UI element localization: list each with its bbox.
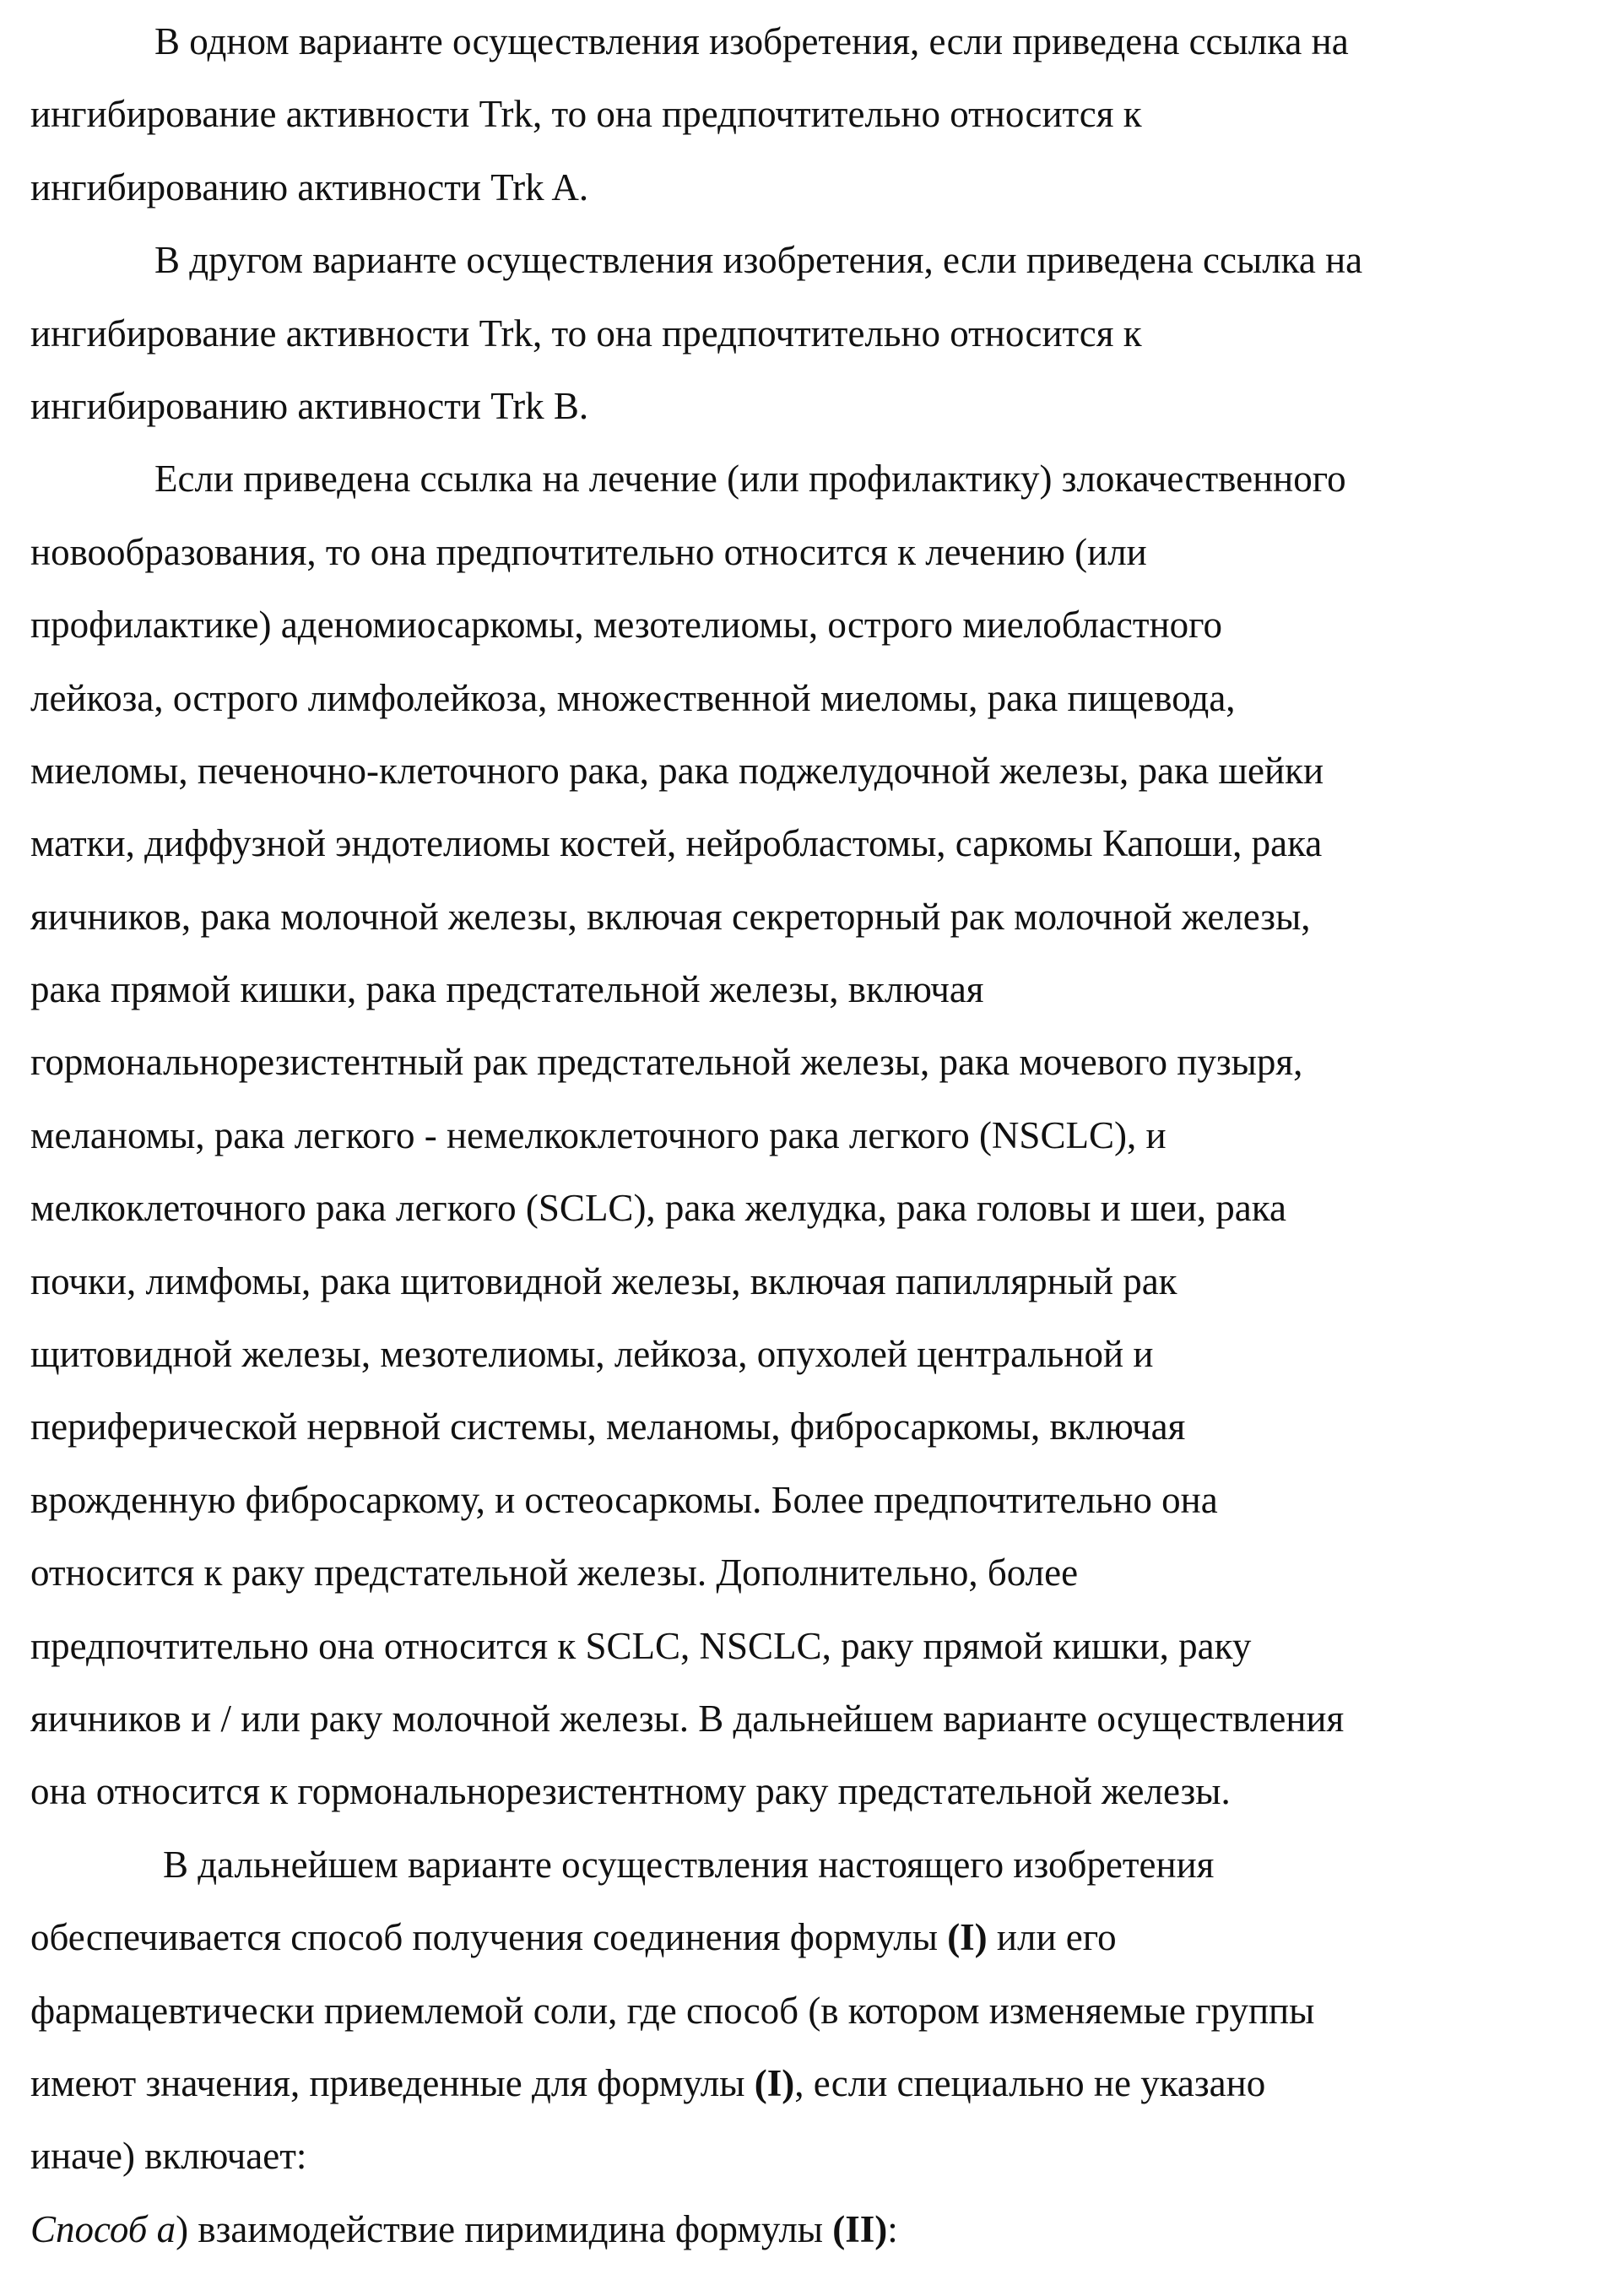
text-line [30,376,1362,449]
document-page [30,12,1362,2272]
text-segment: матки, диффузной эндотелиомы костей, нейробластомы, саркомы Капоши, рака [30,822,1322,864]
text-segment: профилактике) аденомиосаркомы, мезотелиомы, острого миелобластного [30,604,1222,646]
text-segment: меланомы, рака легкого - немелкоклеточного рака легкого (NSCLC), и [30,1114,1167,1156]
text-line [30,1689,1362,1762]
text-line [30,449,1362,522]
text-line [30,12,1362,84]
text-segment: ) взаимодействие пиримидина формулы [176,2208,832,2250]
text-line [30,1470,1362,1543]
text-line [30,2126,1362,2199]
text-segment: предпочтительно она относится к SCLC, NSCLC, раку прямой кишки, раку [30,1625,1251,1667]
text-segment: Если приведена ссылка на лечение (или профилактику) злокачественного [154,458,1346,500]
text-segment: обеспечивается способ получения соединения формулы [30,1916,947,1958]
text-segment: щитовидной железы, мезотелиомы, лейкоза, опухолей центральной и [30,1333,1153,1375]
text-line [30,1616,1362,1689]
text-segment: яичников и / или раку молочной железы. В дальнейшем варианте осуществления [30,1697,1344,1740]
text-line [30,2054,1362,2126]
text-line [30,1981,1362,2054]
text-line [30,230,1362,303]
text-segment: ингибирование активности Trk, то она предпочтительно относится к [30,312,1142,355]
text-line [30,1397,1362,1470]
text-segment: она относится к гормональнорезистентному раку предстательной железы. [30,1770,1231,1812]
text-line [30,1835,1362,1908]
text-segment: врожденную фибросаркому, и остеосаркомы. Более предпочтительно она [30,1479,1218,1521]
formula-reference: (I) [755,2062,794,2104]
text-segment: почки, лимфомы, рака щитовидной железы, включая папиллярный рак [30,1260,1177,1302]
text-segment: иначе) включает: [30,2135,306,2177]
text-segment: миеломы, печеночно-клеточного рака, рака поджелудочной железы, рака шейки [30,750,1324,792]
text-segment: гормональнорезистентный рак предстательной железы, рака мочевого пузыря, [30,1041,1302,1083]
text-segment: имеют значения, приведенные для формулы [30,2062,755,2104]
text-line [30,522,1362,595]
text-segment: яичников, рака молочной железы, включая секреторный рак молочной железы, [30,896,1311,938]
formula-reference: (II) [832,2208,887,2250]
text-line [30,1762,1362,1834]
text-segment: относится к раку предстательной железы. Дополнительно, более [30,1551,1078,1594]
text-line [30,887,1362,960]
text-segment: лейкоза, острого лимфолейкоза, множественной миеломы, рака пищевода, [30,677,1236,719]
text-segment: или его [988,1916,1117,1958]
text-line [30,1252,1362,1324]
text-segment: новообразования, то она предпочтительно относится к лечению (или [30,531,1147,573]
text-line [30,741,1362,814]
text-segment: фармацевтически приемлемой соли, где способ (в котором изменяемые группы [30,1990,1314,2032]
text-line [30,158,1362,230]
text-line [30,1324,1362,1397]
text-segment: В одном варианте осуществления изобретения, если приведена ссылка на [154,20,1349,62]
formula-reference: (I) [947,1916,987,1958]
paragraph [30,12,1362,230]
text-segment: ингибированию активности Trk B. [30,385,588,427]
method-label: Способ а [30,2208,176,2250]
text-segment: ингибированию активности Trk A. [30,166,588,208]
text-line [30,1543,1362,1616]
text-segment: ингибирование активности Trk, то она предпочтительно относится к [30,93,1142,135]
text-line [30,1032,1362,1105]
text-line [30,1106,1362,1178]
paragraph [30,2200,1362,2272]
text-line [30,1908,1362,1980]
text-segment: периферической нервной системы, меланомы, фибросаркомы, включая [30,1405,1185,1448]
text-line [30,595,1362,668]
paragraph [30,230,1362,449]
text-segment: В другом варианте осуществления изобретения, если приведена ссылка на [154,239,1362,281]
text-line [30,669,1362,741]
paragraph [30,1835,1362,2200]
text-segment: мелкоклеточного рака легкого (SCLC), рака желудка, рака головы и шеи, рака [30,1187,1286,1229]
text-line [30,2200,1362,2272]
text-segment: рака прямой кишки, рака предстательной железы, включая [30,968,984,1010]
text-line [30,304,1362,376]
text-line [30,1178,1362,1251]
text-segment: , если специально не указано [794,2062,1265,2104]
text-segment: В дальнейшем варианте осуществления настоящего изобретения [163,1844,1214,1886]
text-line [30,960,1362,1032]
paragraph [30,449,1362,1834]
text-segment: : [887,2208,898,2250]
text-line [30,814,1362,886]
text-line [30,84,1362,157]
